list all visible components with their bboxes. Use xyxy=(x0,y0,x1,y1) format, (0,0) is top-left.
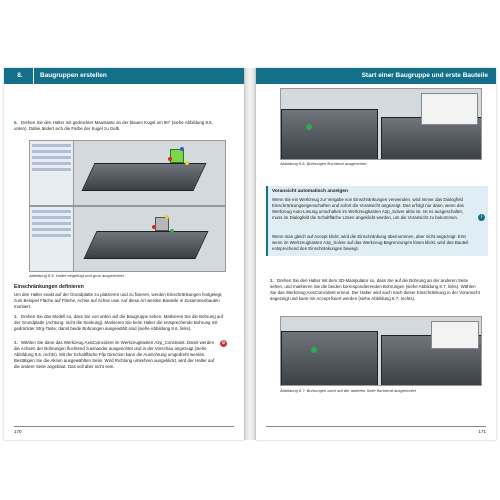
hint-text-2: Wenn man gleich auf Accept klickt, wird die Einschränkung übernommen, aber nicht angezeigt. Erst wenn im Werkzeugkasten A2p_Solver auf das Werkzeug Begrenzungen lösen klickt, wird das Bauteil entsprechend den Einschränkungen bewegt. xyxy=(272,234,469,251)
step-3-number: 3. xyxy=(270,278,274,283)
figure-8-6 xyxy=(280,88,482,160)
constraint-dialog xyxy=(421,93,478,125)
yellow-ball xyxy=(185,161,189,165)
hint-title: Voransicht automatisch anzeigen xyxy=(272,189,348,194)
chapter-header xyxy=(4,68,244,84)
step-3 xyxy=(270,278,482,302)
blue-ball xyxy=(180,147,184,151)
tool-icon: ⚙ xyxy=(221,340,226,346)
chapter-number: 8. xyxy=(7,68,34,84)
step-5 xyxy=(14,120,224,132)
red-ball-2 xyxy=(152,225,156,229)
right-page xyxy=(256,68,496,440)
part-view-left xyxy=(281,109,378,160)
figure-8-7 xyxy=(280,316,482,386)
model-tree-panel-2 xyxy=(30,207,74,271)
step-5-text: Drehen Sie den Halter mit gedrückter Maustaste an der blauen Kugel um 90° (siehe Abbildung 8.5, unten). Dabei ändert sich die Farbe der Kugel zu Gelb. xyxy=(14,120,213,131)
section-heading: Einschränkungen definieren xyxy=(14,284,84,290)
base-plate-shape xyxy=(81,163,206,191)
hint-box xyxy=(266,186,488,256)
step-2-number: 2. xyxy=(14,340,18,345)
left-page xyxy=(4,68,244,440)
running-header xyxy=(256,68,496,84)
yellow-ball-2 xyxy=(165,215,169,219)
part-view-left-2 xyxy=(281,331,378,386)
red-ball xyxy=(168,157,172,161)
hole-highlight-left-2 xyxy=(311,347,317,353)
left-page-footer xyxy=(14,426,234,434)
base-plate-shape-2 xyxy=(83,231,208,259)
step-1-text: Drehen Sie das Modell so, dass Sie von unten auf die Baugruppe sehen. Markieren Sie die Bohrung auf der Grundplatte (Achtung: nicht die Senkung). Markieren Sie beim Halter die entsprechende Bohrung mit gedrückter Strg-Taste, damit beide Bohrungen ausgewählt sind (siehe Abbildung 8.6, links). xyxy=(14,314,224,331)
hint-text-1: Wenn Sie ein Werkzeug zur Vergabe von Einschränkungen verwenden, wird immer das Dialogfeld Einschränkungseigenschaften und sofort die Voransicht angezeigt. Das erfolgt nur dann, wenn das Werkzeug Auto-Lösung umschalten im Werkzeugkasten A2p_Solver aktiv ist. Ist es ausgeschaltet, muss im Dialogfeld die Schaltfläche Lösen angeklickt werden, um die Voransicht zu bekommen. xyxy=(272,197,464,220)
figure-8-6-caption: Abbildung 8.6: Bohrungen fluchtend ausgerichtet xyxy=(280,161,367,166)
holder-cube xyxy=(170,149,184,163)
step-3-text: Drehen Sie den Halter mit dem 3D-Manipulator so, dass Sie auf die Bohrung an der anderen Seite sehen, und markieren Sie die beiden korrespondierenden Bohrungen (siehe Abbildung 8.7, links). Wählen Sie das Werkzeug AxisCoincident erneut. Der Halter wird auch nach dieser Einschränkung in der Voransicht angezeigt und kann mit Accept fixiert werden (siehe Abbildung 8.7, rechts). xyxy=(270,278,480,301)
right-page-footer xyxy=(266,426,486,434)
info-icon: i xyxy=(478,214,485,221)
step-2-text: Wählen Sie dann das Werkzeug AxisCoincident im Werkzeugkasten A2p_Constraint. Damit werden die Achsen der Bohrungen fluchtend zueinander ausgerichtet und in der Vorschau angezeigt (siehe Abbildung 8.6, rechts). Mit der Schaltfläche Flip Direction kann die Ausrichtung umgedreht werden. Bestätigen Sie die Aktion ausgewählten Seite. Wird Richtung umkehren ausgeklickt, wird der Halter auf die andere Seite angebaut. Das soll aber nicht sein. xyxy=(14,340,215,369)
holder-rotated xyxy=(155,217,169,231)
hole-highlight-left xyxy=(306,124,312,130)
constraint-dialog-2 xyxy=(431,321,479,349)
section-intro: Um den Halter exakt auf der Grundplatte zu platzieren und zu fixieren, werden Einschränkungen festgelegt, zum Beispiel Fläche auf Fläche, Achse auf Achse usw. Auf diese Art werden Bauteile in Zusammenbauten montiert. xyxy=(14,292,223,309)
step-1 xyxy=(14,314,229,332)
step-5-number: 5. xyxy=(14,120,18,125)
chapter-title: Baugruppen erstellen xyxy=(40,72,107,79)
green-ball-2 xyxy=(170,229,174,233)
figure-8-5-upper xyxy=(29,140,226,206)
step-1-number: 1. xyxy=(14,314,18,319)
running-title: Start einer Baugruppe und erste Bauteile xyxy=(361,72,488,79)
right-page-number: 171 xyxy=(478,429,486,434)
book-gutter xyxy=(244,68,256,440)
left-page-number: 170 xyxy=(14,429,22,434)
figure-8-7-caption: Abbildung 8.7: Bohrungen auch auf der anderen Seite fluchtend ausgerichtet xyxy=(280,388,416,393)
model-tree-panel xyxy=(30,141,74,205)
step-2 xyxy=(14,340,216,370)
figure-8-5-lower xyxy=(29,206,226,272)
figure-8-5-caption: Abbildung 8.5: Halter eingefügt und grob ausgerichtet xyxy=(29,273,124,278)
